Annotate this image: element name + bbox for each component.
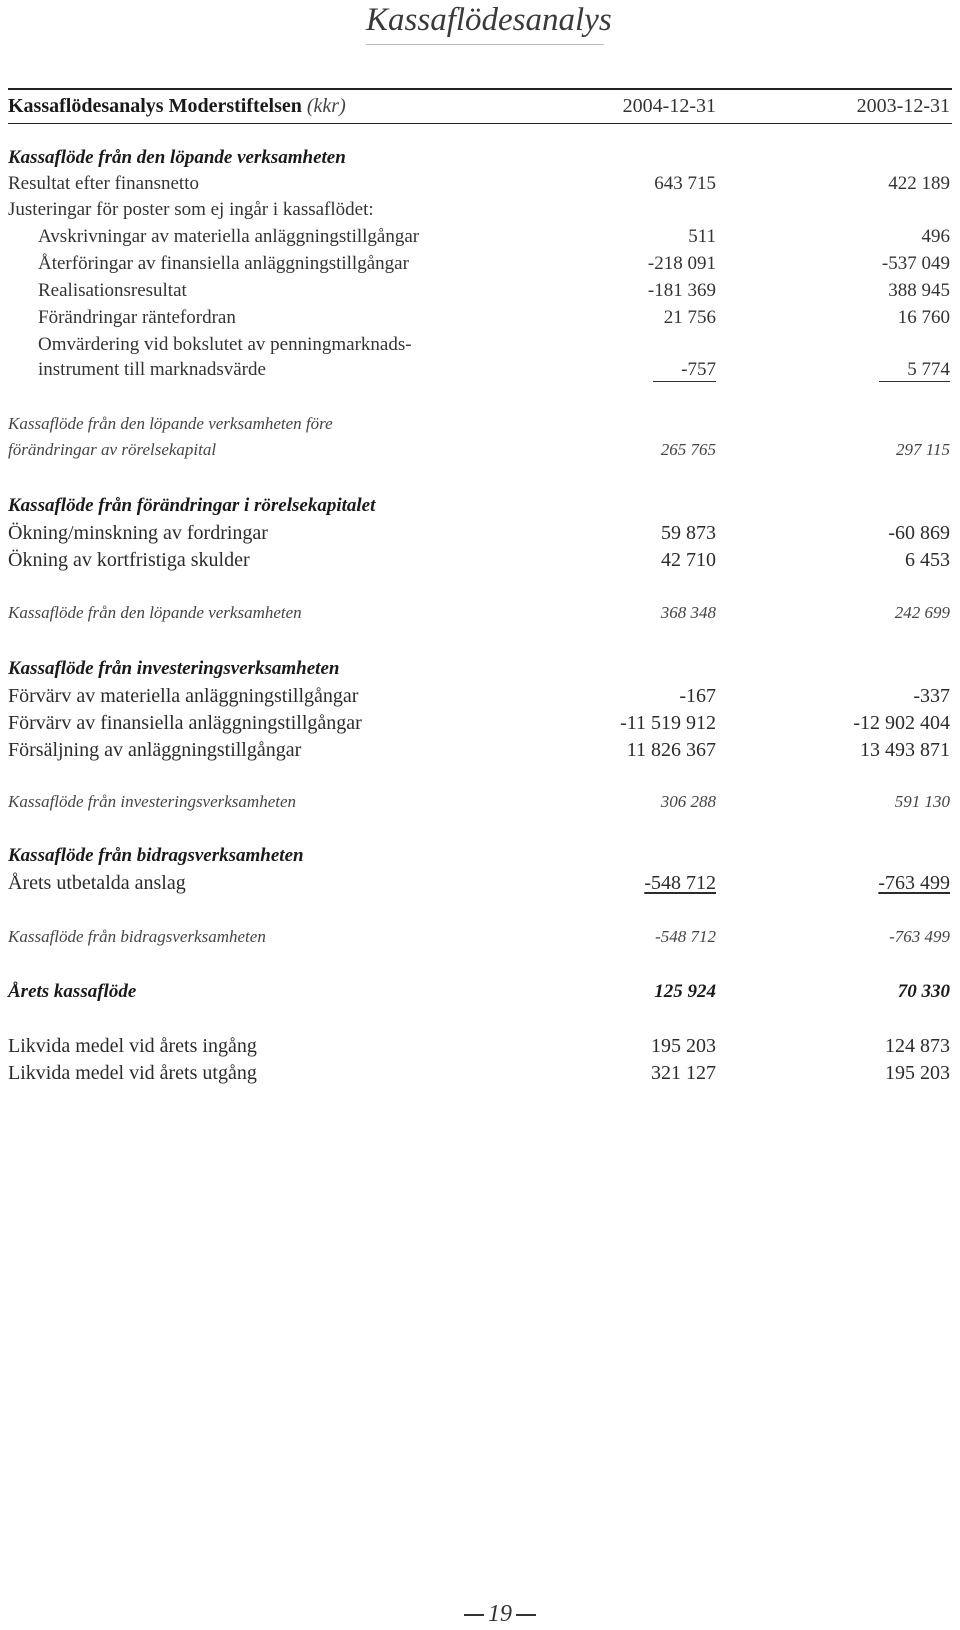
- row-value-2003: -537 049: [881, 253, 950, 274]
- row-label: Kassaflöde från den löpande verksamheten: [8, 147, 346, 168]
- row-label: Justeringar för poster som ej ingår i kassaflödet:: [8, 199, 374, 220]
- row-label: Kassaflöde från bidragsverksamheten: [8, 845, 304, 866]
- row-value-2004: -548 712: [655, 927, 716, 946]
- row-label: Årets kassaflöde: [8, 981, 137, 1002]
- row-label: Likvida medel vid årets ingång: [8, 1035, 257, 1057]
- table-row: [0, 710, 960, 738]
- table-row: [0, 412, 960, 440]
- row-value-2003: -763 499: [889, 927, 950, 946]
- table-row: [0, 333, 960, 361]
- section-heading-grants: [0, 844, 960, 872]
- row-value-2004: -181 369: [647, 280, 716, 301]
- total-row: [0, 980, 960, 1008]
- table-row: [0, 225, 960, 253]
- table-row: [0, 547, 960, 575]
- table-row: [0, 870, 960, 898]
- table-row: [0, 683, 960, 711]
- row-label: Ökning av kortfristiga skulder: [8, 549, 250, 571]
- row-label: Årets utbetalda anslag: [8, 872, 186, 894]
- table-row: [0, 252, 960, 280]
- row-label: Avskrivningar av materiella anläggningstillgångar: [38, 226, 420, 247]
- row-value-2004: 195 203: [651, 1035, 716, 1057]
- table-row: [0, 1033, 960, 1061]
- row-value-2004: 59 873: [661, 522, 716, 544]
- row-value-2003: 70 330: [897, 981, 950, 1002]
- row-label: instrument till marknadsvärde: [38, 359, 266, 380]
- row-label: Förvärv av materiella anläggningstillgångar: [8, 685, 359, 707]
- row-label: Kassaflöde från investeringsverksamheten: [8, 658, 340, 679]
- row-value-2003: 496: [921, 226, 950, 247]
- row-value-2003: 5 774: [879, 359, 950, 382]
- row-label: Förändringar räntefordran: [38, 307, 236, 328]
- subtotal-row: [0, 925, 960, 953]
- row-label: Försäljning av anläggningstillgångar: [8, 739, 302, 761]
- row-label: Likvida medel vid årets utgång: [8, 1062, 257, 1084]
- row-value-2003: 16 760: [897, 307, 950, 328]
- table-row: [0, 172, 960, 200]
- table-row: [0, 520, 960, 548]
- row-value-2004: 643 715: [654, 173, 716, 194]
- row-value-2004: 21 756: [663, 307, 716, 328]
- row-value-2003: 297 115: [896, 440, 950, 459]
- row-label: Resultat efter finansnetto: [8, 173, 199, 194]
- page-title: Kassaflödesanalys: [366, 2, 612, 38]
- row-value-2004: 306 288: [660, 792, 716, 811]
- row-label: Kassaflöde från investeringsverksamheten: [8, 792, 297, 811]
- footer-dash-right: [516, 1614, 536, 1616]
- row-label: Förvärv av finansiella anläggningstillgångar: [8, 712, 362, 734]
- row-value-2003: 388 945: [888, 280, 950, 301]
- row-label: Realisationsresultat: [38, 280, 187, 301]
- row-value-2003: 13 493 871: [860, 739, 950, 761]
- row-value-2004: 321 127: [651, 1062, 716, 1084]
- subtotal-row: [0, 438, 960, 466]
- row-value-2004: -167: [679, 685, 716, 707]
- page-footer: [440, 1600, 560, 1628]
- column-header-2003: 2003-12-31: [856, 95, 950, 117]
- section-heading-working-capital: [0, 494, 960, 522]
- header-rule-bottom: [8, 123, 952, 124]
- row-value-2004: 368 348: [660, 603, 716, 622]
- row-value-2003: 422 189: [888, 173, 950, 194]
- table-row: [0, 1060, 960, 1088]
- row-label: förändringar av rörelsekapital: [8, 440, 217, 459]
- table-header-label: [8, 94, 346, 118]
- row-value-2003: 195 203: [885, 1062, 950, 1084]
- row-value-2004: -757: [653, 359, 716, 382]
- row-label: Omvärdering vid bokslutet av penningmarknads-: [38, 334, 412, 355]
- page-number: 19: [488, 1601, 512, 1627]
- table-header-unit: (kkr): [306, 95, 346, 117]
- row-label: Kassaflöde från förändringar i rörelsekapitalet: [8, 495, 376, 516]
- row-value-2004: 11 826 367: [626, 739, 716, 761]
- row-value-2004: 511: [688, 226, 716, 247]
- row-value-2003: -337: [913, 685, 950, 707]
- row-value-2004: -218 091: [647, 253, 716, 274]
- row-value-2004: 125 924: [654, 981, 716, 1002]
- row-value-2003: -763 499: [878, 872, 950, 894]
- row-label: Ökning/minskning av fordringar: [8, 522, 268, 544]
- table-row: [0, 306, 960, 334]
- footer-dash-left: [464, 1614, 484, 1616]
- row-value-2003: 124 873: [885, 1035, 950, 1057]
- row-value-2004: -548 712: [644, 872, 716, 894]
- row-label: Kassaflöde från den löpande verksamheten: [8, 603, 302, 622]
- row-label: Kassaflöde från bidragsverksamheten: [8, 927, 266, 946]
- section-heading-operating: [0, 146, 960, 174]
- subtotal-row: [0, 790, 960, 818]
- table-row: [0, 279, 960, 307]
- row-value-2003: 591 130: [894, 792, 950, 811]
- header-rule-top: [8, 88, 952, 90]
- section-heading-investing: [0, 657, 960, 685]
- table-row: [0, 737, 960, 765]
- row-value-2003: -60 869: [888, 522, 950, 544]
- subtotal-row: [0, 601, 960, 629]
- table-row: [0, 198, 960, 226]
- table-header-title: Kassaflödesanalys Moderstiftelsen: [8, 95, 302, 117]
- row-value-2003: -12 902 404: [853, 712, 950, 734]
- row-value-2003: 242 699: [894, 603, 950, 622]
- row-value-2004: 42 710: [661, 549, 716, 571]
- row-value-2004: 265 765: [660, 440, 716, 459]
- row-label: Återföringar av finansiella anläggningstillgångar: [38, 253, 409, 274]
- title-underline: [366, 44, 604, 45]
- column-header-2004: 2004-12-31: [622, 95, 716, 117]
- row-value-2004: -11 519 912: [620, 712, 716, 734]
- row-label: Kassaflöde från den löpande verksamheten före: [8, 414, 333, 433]
- row-value-2003: 6 453: [905, 549, 950, 571]
- table-row: [0, 358, 960, 386]
